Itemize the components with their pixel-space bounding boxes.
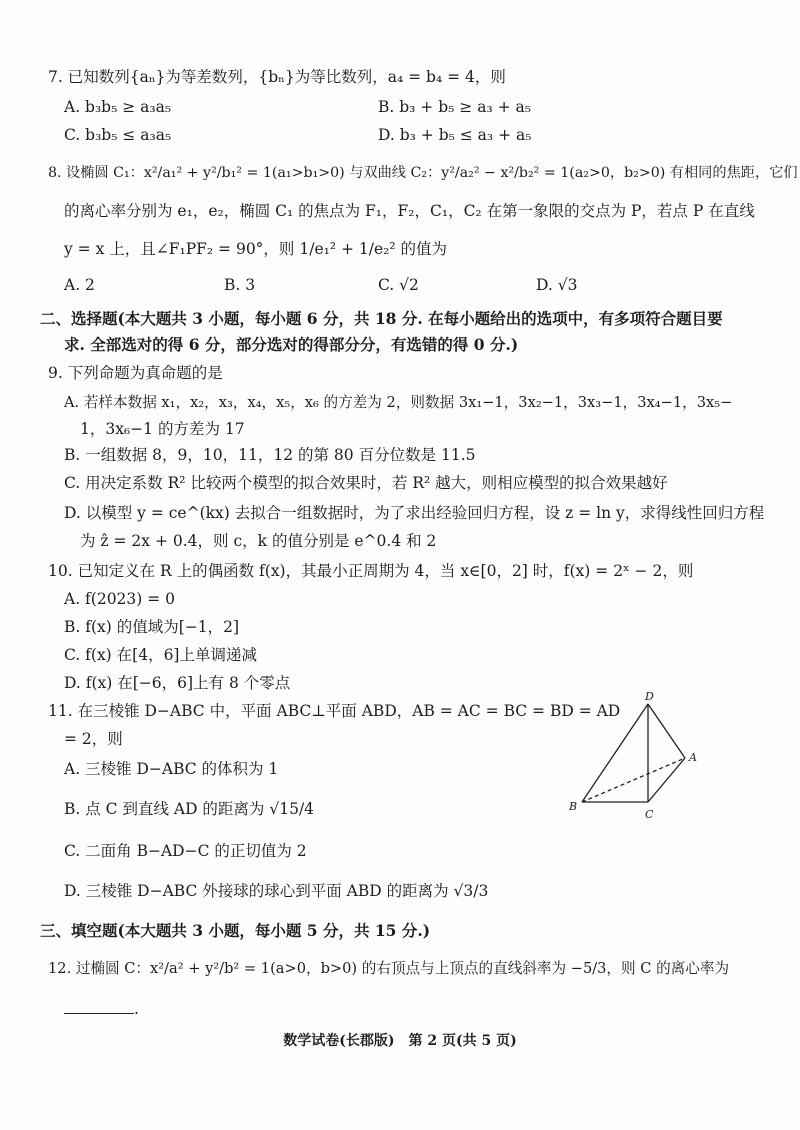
- q7-stem: 7. 已知数列{aₙ}为等差数列，{bₙ}为等比数列，a₄ = b₄ = 4，则: [48, 68, 506, 86]
- page-footer: 数学试卷(长郡版) 第 2 页(共 5 页): [283, 1033, 517, 1049]
- q7-option-c: C. b₃b₅ ≤ a₃a₅: [64, 126, 172, 144]
- q7-option-a: A. b₃b₅ ≥ a₃a₅: [64, 98, 172, 116]
- tetrahedron-figure: [560, 690, 720, 830]
- q8-line3: y = x 上，且∠F₁PF₂ = 90°，则 1/e₁² + 1/e₂² 的值为: [64, 240, 447, 258]
- edge-ca: [648, 758, 685, 802]
- q11-option-a: A. 三棱锥 D−ABC 的体积为 1: [64, 760, 279, 778]
- q9-stem: 9. 下列命题为真命题的是: [48, 364, 223, 382]
- q11-stem-line2: = 2，则: [64, 730, 123, 748]
- q10-option-c: C. f(x) 在[4，6]上单调递减: [64, 646, 257, 664]
- q8-option-a: A. 2: [64, 276, 95, 294]
- q10-option-b: B. f(x) 的值域为[−1，2]: [64, 618, 240, 636]
- vertex-label-d: D: [645, 690, 654, 703]
- vertex-label-b: B: [569, 800, 578, 813]
- vertex-label-a: A: [689, 751, 697, 764]
- q8-line2: 的离心率分别为 e₁，e₂，椭圆 C₁ 的焦点为 F₁，F₂，C₁，C₂ 在第一象限的交点为 P，若点 P 在直线: [64, 202, 755, 220]
- q7-option-d: D. b₃ + b₅ ≤ a₃ + a₅: [378, 126, 532, 144]
- q8-line1: 8. 设椭圆 C₁：x²/a₁² + y²/b₁² = 1(a₁>b₁>0) 与双曲线 C₂：y²/a₂² − x²/b₂² = 1(a₂>0，b₂>0) 有相同的焦距，它们: [48, 165, 798, 181]
- q11-option-d: D. 三棱锥 D−ABC 外接球的球心到平面 ABD 的距离为 √3/3: [64, 882, 489, 900]
- section3-heading: 三、填空题(本大题共 3 小题，每小题 5 分，共 15 分.): [40, 921, 431, 940]
- q8-option-d: D. √3: [536, 276, 578, 294]
- q7-option-b: B. b₃ + b₅ ≥ a₃ + a₅: [378, 98, 531, 116]
- q9-option-c: C. 用决定系数 R² 比较两个模型的拟合效果时，若 R² 越大，则相应模型的拟合效果越好: [64, 474, 668, 492]
- q9-option-d-line1: D. 以模型 y = ce^(kx) 去拟合一组数据时，为了求出经验回归方程，设 z = ln y，求得线性回归方程: [64, 504, 765, 522]
- q12-period: .: [134, 1000, 139, 1018]
- q9-option-d-line2: 为 ẑ = 2x + 0.4，则 c，k 的值分别是 e^0.4 和 2: [80, 532, 437, 550]
- q12-line1: 12. 过椭圆 C：x²/a² + y²/b² = 1(a>0，b>0) 的右顶点与上顶点的直线斜率为 −5/3，则 C 的离心率为: [48, 960, 730, 977]
- q11-option-c: C. 二面角 B−AD−C 的正切值为 2: [64, 842, 307, 860]
- q8-option-c: C. √2: [378, 276, 419, 294]
- q11-option-b: B. 点 C 到直线 AD 的距离为 √15/4: [64, 800, 315, 818]
- q9-option-a-line2: 1，3x₆−1 的方差为 17: [80, 420, 245, 438]
- section2-heading-line2: 求. 全部选对的得 6 分，部分选对的得部分分，有选错的得 0 分.): [64, 335, 519, 354]
- answer-blank[interactable]: [64, 999, 134, 1014]
- vertex-label-c: C: [645, 808, 654, 821]
- q9-option-b: B. 一组数据 8，9，10，11，12 的第 80 百分位数是 11.5: [64, 446, 476, 464]
- q12-answer-line: [64, 998, 139, 1020]
- q8-option-b: B. 3: [224, 276, 256, 294]
- q10-stem: 10. 已知定义在 R 上的偶函数 f(x)，其最小正周期为 4，当 x∈[0，2] 时，f(x) = 2ˣ − 2，则: [48, 562, 694, 580]
- q9-option-a-line1: A. 若样本数据 x₁，x₂，x₃，x₄，x₅，x₆ 的方差为 2，则数据 3x₁−1，3x₂−1，3x₃−1，3x₄−1，3x₅−: [64, 394, 733, 411]
- section2-heading-line1: 二、选择题(本大题共 3 小题，每小题 6 分，共 18 分. 在每小题给出的选项中，有多项符合题目要: [40, 309, 723, 328]
- q10-option-a: A. f(2023) = 0: [64, 590, 176, 608]
- q11-stem-line1: 11. 在三棱锥 D−ABC 中，平面 ABC⊥平面 ABD，AB = AC = BC = BD = AD: [48, 702, 621, 720]
- q10-option-d: D. f(x) 在[−6，6]上有 8 个零点: [64, 674, 291, 692]
- edge-da: [648, 704, 685, 758]
